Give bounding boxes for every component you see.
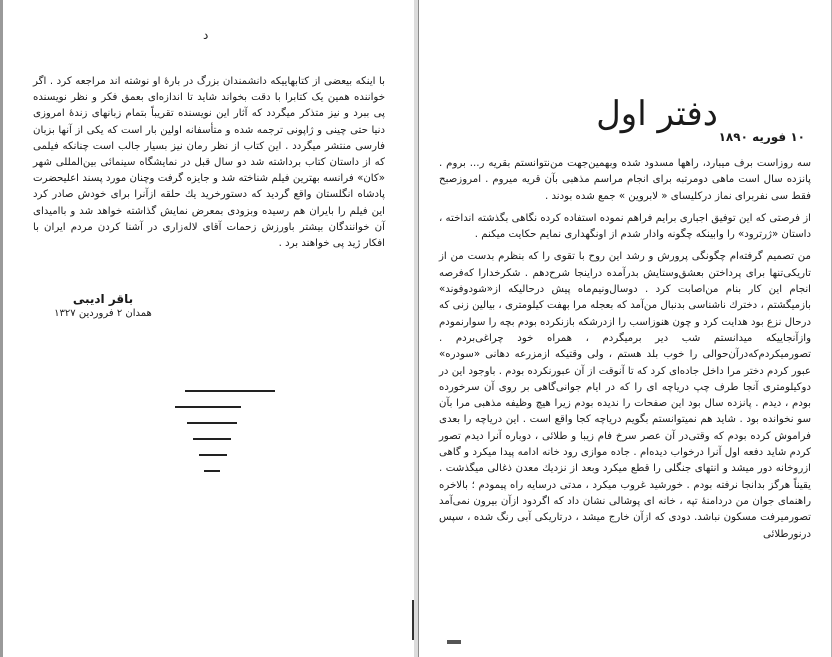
page-number: د — [203, 28, 209, 42]
diary-text — [439, 156, 811, 545]
scan-artifact — [447, 640, 461, 644]
diary-paragraph: سه روزاست برف میبارد، راهها مسدود شده وبهمین‌جهت من‌نتوانستم بقریه ر... بروم . پانزده سال است ماهی دومرتبه برای انجام مراسم مذهبی بآن قریه میروم . امروزصبح فقط سی نفربرای نماز درکلیسای « لابروین » جمع شده بودند . — [439, 158, 811, 202]
right-page — [418, 0, 832, 657]
entry-date: ۱۰ فوریه ۱۸۹۰ — [718, 130, 805, 144]
preface-paragraph: با اینکه بیعضی از کتابهاییکه دانشمندان بزرگ در بارهٔ او نوشته اند مراجعه کرد . اگر خواننده همین یک کتابرا با دقت بخواند شاید تا اندازه‌ای بعمق فکر و نظر نویسنده پی ببرد و نیز متذکر میگردد که آثار این نویسنده تقریباً بتمام زبانهای زندهٔ امروزی دنیا حتی چینی و ژاپونی ترجمه شده و متأسفانه اولین بار است که یکی از آنها بزبان فارسی منتشر میگردد . این کتاب از نظر رمان نیز بسیار جالب است چنانکه فیلمی که از داستان کتاب برداشته شد دو سال قبل در نمایشگاه سینمائی بین‌المللی شهر «کان» فرانسه بهترین فیلم شناخته شد و جایزه گرفت وچنان مورد پسند اعلیحضرت پادشاه انگلستان واقع گردید که دستورخرید یك حلقه ازآنرا برای خودش صادر کرد این فیلم را بایران هم رسیده وبزودی بمعرض نمایش گذاشته خواهد شد و باامیدای آن خوانندگان بیشتر باورزش زحمات آقای لاله‌زاری در آشنا کردن مردم ایران با افکار ژید پی خواهند برد . — [33, 76, 385, 250]
signature-name: باقر ادیبی — [72, 292, 134, 306]
diary-paragraph: از فرصتی که این توفیق اجباری برایم فراهم نموده استفاده کرده نگاهی بگذشته انداخته ، داستان «ژرترود» را وابینکه چگونه وادار شدم از اونگهداری نمایم حکایت میکنم . — [439, 212, 811, 241]
diary-paragraph: من تصمیم گرفته‌ام چگونگی پرورش و رشد این روح با تقوی را که بنظرم بدست من از تاریکی‌تنها برای پرداختن بعشق‌وستایش بدرآمده دراینجا شرح‌دهم . شکرخدارا که‌فرصه انجام این کار بنام من‌اصابت کرد . دوسال‌ونیم‌ماه پیش درحالیکه از«شودوفوند» بازمیگشتم ، دخترك ناشناسی بدنبال من‌آمد که بعجله مرا بهفت کیلومتری ، بیالین زنی که درحال نزع بود هدایت کرد و چون هنوزاسب را ازدرشکه بازنکرده بودم بچه را سوارنمودم وازآنجاییکه میدانستم شب دیر برمیگردم ، همراه خود چراغی‌بردم . تصورمیکردم‌که‌درآن‌حوالی را خوب بلد هستم ، ولی وقتیکه ازمزرعه دهانی «سودره» عبور کردم دختر مرا داخل جاده‌ای کرد که تا آنوقت از آن عبورنکرده بودم . باوجود این در دوکیلومتری آنجا طرف چپ دریاچه ای را که در ایام جوانی‌گاهی بر روی آن سرخورده بودم ، دیدم . پانزده سال بود این صفحات را ندیده بودم زیرا هیچ وظیفه مذهبی مرا بآن سو نخوانده بود . شاید هم نمیتوانستم بگویم دریاچه کجا واقع است . این دریاچه را بعدی فراموش کرده بودم که وقتی‌در آن عصر سرخ فام زیبا و طلائی ، دوباره آنرا دیدم تصور کردم شاید دفعه اول آنرا درخواب دیده‌ام . جاده موازی رود خانه ادامه پیدا میکرد و گاهی ازروخانه دور میشد و انتهای جنگلی را قطع میکرد وبعد از نزدیك معدن ذغالی میگذشت . یقیناً هرگز بدانجا نرفته بودم . خورشید غروب میکرد ، مدتی درسایه راه پیمودم ؛ بالاخره راهنمای جوان من دردامنهٔ تپه ، خانه ای پوشالی نشان داد که اگردود ازآن بیرون نمی‌آمد تصورمیرفت مسکون نباشد. دودی که ازآن خارج میشد ، درتاریکی آبی رنگ شده ، سپس درنورطلائی — [439, 251, 811, 540]
preface-text — [33, 74, 385, 252]
signature-date: همدان ۲ فروردین ۱۳۲۷ — [54, 308, 152, 319]
chapter-title: دفتر اول — [596, 94, 718, 134]
